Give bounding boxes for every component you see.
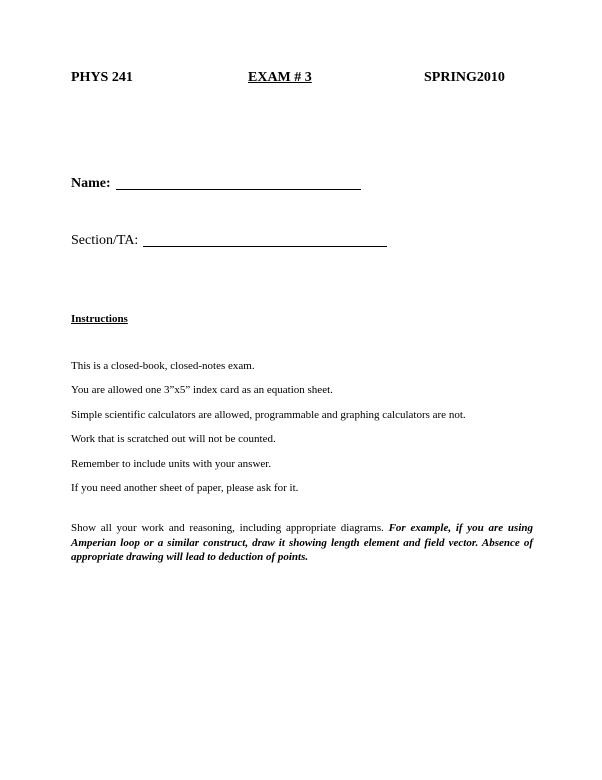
exam-term: SPRING2010 <box>424 70 505 85</box>
exam-title: EXAM # 3 <box>248 70 312 85</box>
name-label: Name: <box>71 176 111 191</box>
instructions-heading: Instructions <box>71 313 128 325</box>
instruction-item: This is a closed-book, closed-notes exam. <box>71 360 255 372</box>
note-emphasis-text: For example, if you are using Amperian loop or a similar construct, draw it showing length element and field vector. Absence of appropriate drawing will lead to deduction of points. <box>71 522 533 563</box>
name-field <box>71 176 361 192</box>
section-field <box>71 233 387 249</box>
section-blank-line <box>143 234 387 247</box>
work-instructions-note <box>71 521 533 565</box>
instruction-item: Remember to include units with your answer. <box>71 457 272 470</box>
section-label: Section/TA: <box>71 233 139 248</box>
name-blank-line <box>116 177 361 190</box>
instruction-item: If you need another sheet of paper, please ask for it. <box>71 481 299 494</box>
instruction-item: Work that is scratched out will not be counted. <box>71 433 276 446</box>
note-plain-text: Show all your work and reasoning, including appropriate diagrams. <box>71 522 389 534</box>
course-code: PHYS 241 <box>71 70 133 85</box>
instruction-list <box>71 360 466 506</box>
instruction-item: Simple scientific calculators are allowed, programmable and graphing calculators are not. <box>71 408 466 421</box>
instruction-item: You are allowed one 3”x5” index card as an equation sheet. <box>71 384 333 397</box>
